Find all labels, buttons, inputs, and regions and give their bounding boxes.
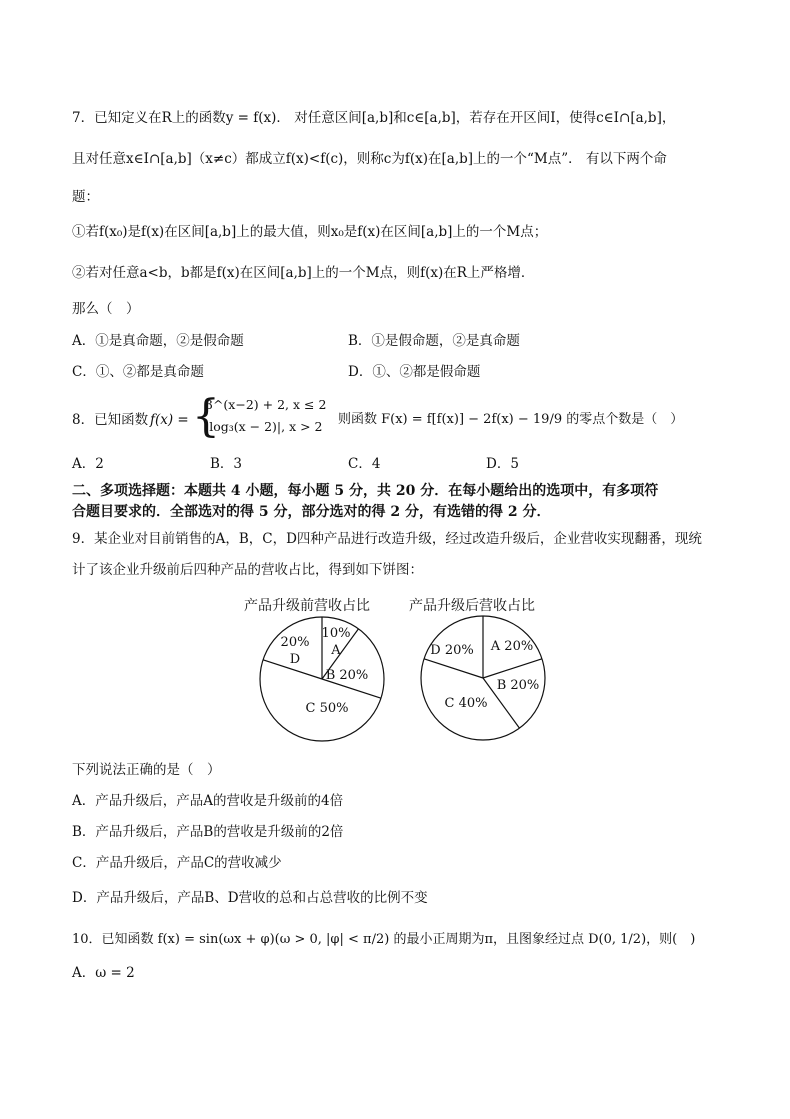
q7-option-d[interactable]: D．①、②都是假命题 [348,364,481,380]
q9-option-d[interactable]: D．产品升级后，产品B、D营收的总和占总营收的比例不变 [72,890,428,906]
q7-option-c[interactable]: C．①、②都是真命题 [72,364,204,380]
q7-stem-line3: 题： [72,189,99,205]
q7-stem-line2: 且对任意x∈I∩[a,b]（x≠c）都成立f(x)<f(c)，则称c为f(x)在[a,b]上的一个“M点”． 有以下两个命 [72,151,667,167]
pie-chart-before [255,613,395,745]
q8-tail: 则函数 F(x) = f[f(x)] − 2f(x) − 19/9 的零点个数是（ ） [338,412,684,427]
q8-option-b[interactable]: B．3 [210,456,243,472]
q9-option-c[interactable]: C．产品升级后，产品C的营收减少 [72,855,282,871]
q7-prompt: 那么（ ） [72,301,140,317]
q9-option-b[interactable]: B．产品升级后，产品B的营收是升级前的2倍 [72,824,344,840]
pie-label-b: B 20% [496,678,540,693]
q8-option-d[interactable]: D．5 [486,456,519,472]
pie-label-d: 20% D [280,635,310,667]
q10-stem: 10．已知函数 f(x) = sin(ωx + φ)(ω > 0, |φ| < π/2) 的最小正周期为π，且图象经过点 D(0, 1/2)，则( ) [72,932,696,947]
section2-header-line2: 合题目要求的．全部选对的得 5 分，部分选对的得 2 分，有选错的得 2 分． [72,504,551,520]
q9-stem-line1: 9．某企业对目前销售的A，B，C，D四种产品进行改造升级，经过改造升级后，企业营收实现翻番，现统 [72,531,702,547]
q7-statement-2: ②若对任意a<b，b都是f(x)在区间[a,b]上的一个M点，则f(x)在R上严格增． [72,265,535,281]
pie-chart-after [416,612,552,744]
q9-stem-line2: 计了该企业升级前后四种产品的营收占比，得到如下饼图： [72,562,423,578]
pie-label-b: B 20% [325,668,369,683]
q8-case-2: |log₃(x − 2)|, x > 2 [205,419,323,434]
q7-stem-line1: 7．已知定义在R上的函数y = f(x)． 对任意区间[a,b]和c∈[a,b]，若存在开区间I，使得c∈I∩[a,b]， [72,110,676,126]
q10-option-a[interactable]: A．ω = 2 [72,965,135,981]
q8-option-a[interactable]: A．2 [72,456,104,472]
q7-option-b[interactable]: B．①是假命题，②是真命题 [348,333,520,349]
q8-option-c[interactable]: C．4 [348,456,381,472]
q8-case-1: 3^(x−2) + 2, x ≤ 2 [205,397,327,412]
pie-label-a: A 20% [490,639,534,654]
pie-label-d: D 20% [430,643,474,658]
q7-statement-1: ①若f(x₀)是f(x)在区间[a,b]上的最大值，则x₀是f(x)在区间[a,b]上的一个M点； [72,224,548,240]
pie-label-c: C 50% [305,701,349,716]
pie-label-c: C 40% [444,696,488,711]
pie-before-title: 产品升级前营收占比 [244,598,370,614]
pie-after-title: 产品升级后营收占比 [409,598,535,614]
pie-label-a: 10% A [321,626,351,658]
q8-func-name: f(x) = [150,412,189,428]
q8-lead: 8．已知函数 [72,412,149,428]
q9-option-a[interactable]: A．产品升级后，产品A的营收是升级前的4倍 [72,793,344,809]
section2-header-line1: 二、多项选择题：本题共 4 小题，每小题 5 分，共 20 分．在每小题给出的选项中，有多项符 [72,483,659,499]
q9-prompt: 下列说法正确的是（ ） [72,762,221,778]
q8-brace: { [192,391,220,442]
q7-option-a[interactable]: A．①是真命题，②是假命题 [72,333,244,349]
